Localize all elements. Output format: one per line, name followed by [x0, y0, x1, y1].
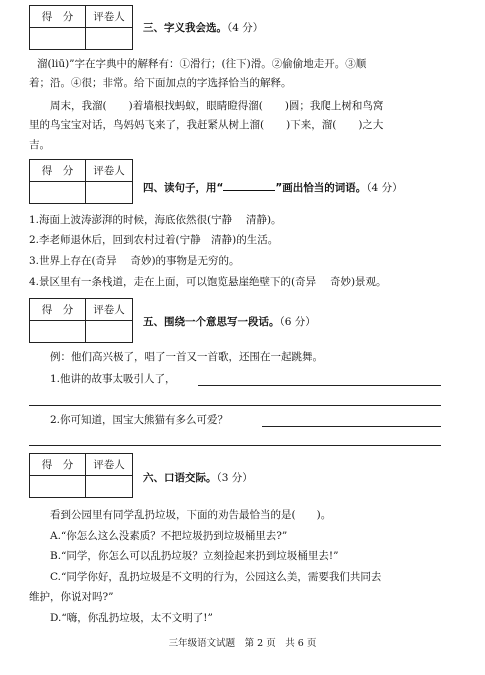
grader-label: 评卷人	[86, 160, 133, 182]
sec6-option-b[interactable]: B.“同学，你怎么可以乱扔垃圾？立刻捡起来扔到垃圾桶里去!”	[50, 550, 339, 562]
sec6-option-d[interactable]: D.“嗨，你乱扔垃圾，太不文明了!”	[50, 612, 213, 624]
section-3-title: 三、字义我会选。（4 分）	[143, 22, 264, 34]
grader-label: 评卷人	[86, 6, 133, 28]
score-cell[interactable]	[30, 182, 86, 204]
grader-cell[interactable]	[86, 182, 133, 204]
score-label: 得 分	[30, 160, 86, 182]
sec6-option-c-line2[interactable]: 维护，你说对吗?”	[29, 591, 114, 603]
sec6-option-a[interactable]: A.“你怎么这么没素质？不把垃圾扔到垃圾桶里去?”	[50, 530, 288, 542]
answer-line-q2b[interactable]	[29, 445, 441, 446]
sec3-para-line3: 吉。	[29, 139, 50, 151]
answer-line-q1b[interactable]	[29, 405, 441, 406]
answer-line-q2a[interactable]	[262, 426, 441, 427]
score-cell[interactable]	[30, 476, 86, 498]
sec4-item-3[interactable]: 3.世界上存在(奇异 奇妙)的事物是无穷的。	[29, 255, 240, 267]
score-table-sec4	[29, 159, 133, 204]
score-table-sec6	[29, 453, 133, 498]
sec3-intro-line1: 溜(liū)”字在字典中的解释有：①滑行；(往下)滑。②偷偷地走开。③顺	[37, 58, 367, 70]
sec4-item-2[interactable]: 2.李老师退休后，回到农村过着(宁静 清静)的生活。	[29, 234, 279, 246]
section-6-title: 六、口语交际。（3 分）	[143, 472, 253, 484]
sec3-para-line2: 里的鸟宝宝对话，鸟妈妈飞来了，我赶紧从树上溜( )下来，溜( )之大	[29, 119, 384, 131]
score-table-sec3	[29, 5, 133, 50]
sec4-item-4[interactable]: 4.景区里有一条栈道，走在上面，可以饱览悬崖绝壁下的(奇异 奇妙)景观。	[29, 276, 387, 288]
grader-label: 评卷人	[86, 299, 133, 321]
score-label: 得 分	[30, 299, 86, 321]
score-label: 得 分	[30, 6, 86, 28]
sec3-para-line1: 周末，我溜( )着墙根找蚂蚁，眼睛瞪得溜( )圆；我爬上树和鸟窝	[50, 100, 384, 112]
grader-cell[interactable]	[86, 321, 133, 343]
section-5-title: 五、围绕一个意思写一段话。（6 分）	[143, 316, 316, 328]
sec4-item-1[interactable]: 1.海面上波涛澎湃的时候，海底依然很(宁静 清静)。	[29, 214, 282, 226]
score-label: 得 分	[30, 454, 86, 476]
sec5-q2: 2.你可知道，国宝大熊猫有多么可爱？	[50, 414, 229, 426]
sec5-example: 例：他们高兴极了，唱了一首又一首歌，还围在一起跳舞。	[50, 351, 323, 363]
grader-label: 评卷人	[86, 454, 133, 476]
grader-cell[interactable]	[86, 476, 133, 498]
sec5-q1: 1.他讲的故事太吸引人了，	[50, 373, 176, 385]
score-cell[interactable]	[30, 321, 86, 343]
section-4-title: 四、读句子，用“ ”画出恰当的词语。（4 分）	[143, 182, 403, 194]
page-footer: 三年级语文试题 第 2 页 共 6 页	[168, 638, 317, 649]
answer-line-q1a[interactable]	[198, 385, 441, 386]
underline-sample	[223, 180, 275, 191]
sec6-question: 看到公园里有同学乱扔垃圾，下面的劝告最恰当的是( )。	[50, 509, 332, 521]
score-table-sec5	[29, 298, 133, 343]
sec3-intro-line2: 着；沿。④很；非常。给下面加点的字选择恰当的解释。	[29, 77, 292, 89]
sec6-option-c-line1[interactable]: C.“同学你好，乱扔垃圾是不文明的行为，公园这么美，需要我们共同去	[50, 571, 382, 583]
score-cell[interactable]	[30, 28, 86, 50]
grader-cell[interactable]	[86, 28, 133, 50]
